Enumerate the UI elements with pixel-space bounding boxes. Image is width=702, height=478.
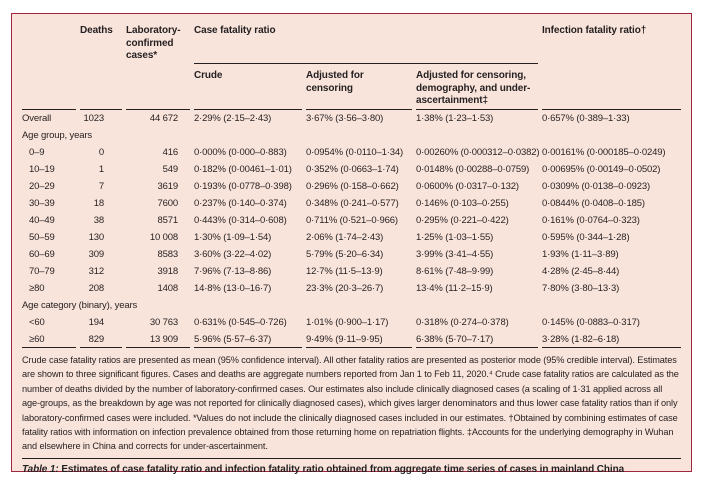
cfr-cdu-value: 1·38% (1·23–1·53) xyxy=(416,113,494,124)
section-label: Age category (binary), years xyxy=(22,300,138,311)
ifr-value: 4·28% (2·45–8·44) xyxy=(542,266,620,277)
cfr-censoring-value: 1·01% (0·900–1·17) xyxy=(306,317,389,328)
deaths-value: 0 xyxy=(98,147,104,158)
ifr-value: 0·657% (0·389–1·33) xyxy=(542,113,630,124)
col-header-ifr: Infection fatality ratio† xyxy=(542,22,681,110)
cases-value: 3619 xyxy=(157,181,178,192)
cfr-cdu-value: 3·99% (3·41–4·55) xyxy=(416,249,494,260)
cases-value: 549 xyxy=(162,164,178,175)
col-header-crude: Crude xyxy=(194,64,302,110)
col-header-cfr-group: Case fatality ratio xyxy=(194,22,538,64)
cfr-cdu-value: 0·0148% (0·00288–0·0759) xyxy=(416,164,530,175)
cfr-crude-value: 7·96% (7·13–8·86) xyxy=(194,266,272,277)
cfr-cdu-value: 8·61% (7·48–9·99) xyxy=(416,266,494,277)
col-header-empty xyxy=(22,22,76,110)
deaths-value: 309 xyxy=(88,249,104,260)
table-caption-label: Table 1: xyxy=(22,463,59,475)
cfr-crude-value: 2·29% (2·15–2·43) xyxy=(194,113,272,124)
table-grid xyxy=(22,22,681,348)
cfr-censoring-value: 3·67% (3·56–3·80) xyxy=(306,113,384,124)
cfr-censoring-value: 0·296% (0·158–0·662) xyxy=(306,181,399,192)
row-label: 10–19 xyxy=(29,164,55,175)
row-label: 70–79 xyxy=(29,266,55,277)
cfr-censoring-value: 5·79% (5·20–6·34) xyxy=(306,249,384,260)
cfr-cdu-value: 0·146% (0·103–0·255) xyxy=(416,198,509,209)
cfr-censoring-value: 23·3% (20·3–26·7) xyxy=(306,283,384,294)
cfr-cdu-value: 1·25% (1·03–1·55) xyxy=(416,232,494,243)
cfr-crude-value: 0·193% (0·0778–0·398) xyxy=(194,181,292,192)
table-caption xyxy=(22,458,681,476)
cases-value: 7600 xyxy=(157,198,178,209)
cfr-censoring-value: 0·711% (0·521–0·966) xyxy=(306,215,398,226)
col-header-adjusted-censoring: Adjusted for censoring xyxy=(306,64,412,110)
row-label: ≥80 xyxy=(29,283,45,294)
cfr-crude-value: 0·237% (0·140–0·374) xyxy=(194,198,287,209)
col-header-lab-cases: Laboratory-confirmed cases* xyxy=(126,22,190,110)
cases-value: 8571 xyxy=(157,215,178,226)
ifr-value: 0·145% (0·0883–0·317) xyxy=(542,317,640,328)
cfr-cdu-value: 6·38% (5·70–7·17) xyxy=(416,331,538,348)
deaths-value: 7 xyxy=(98,181,104,192)
cfr-censoring-value: 0·0954% (0·0110–1·34) xyxy=(306,147,404,158)
cfr-crude-value: 5·96% (5·57–6·37) xyxy=(194,331,302,348)
row-label: <60 xyxy=(29,317,45,328)
row-label: 30–39 xyxy=(29,198,55,209)
ifr-value: 1·93% (1·11–3·89) xyxy=(542,249,619,260)
cases-value: 1408 xyxy=(157,283,178,294)
deaths-value: 130 xyxy=(88,232,104,243)
cfr-crude-value: 0·000% (0·000–0·883) xyxy=(194,147,287,158)
deaths-value: 1 xyxy=(98,164,104,175)
cfr-crude-value: 0·182% (0·00461–1·01) xyxy=(194,164,292,175)
deaths-value: 1023 xyxy=(83,113,104,124)
row-label: 50–59 xyxy=(29,232,55,243)
row-label: Overall xyxy=(22,113,52,124)
section-label: Age group, years xyxy=(22,130,92,141)
ifr-value: 0·00695% (0·00149–0·0502) xyxy=(542,164,661,175)
cfr-censoring-value: 0·352% (0·0663–1·74) xyxy=(306,164,399,175)
col-header-adjusted-cdu: Adjusted for censoring, demography, and under-ascertainment‡ xyxy=(416,64,538,110)
row-label: 0–9 xyxy=(29,147,45,158)
deaths-value: 829 xyxy=(80,331,122,348)
deaths-value: 208 xyxy=(88,283,104,294)
cfr-censoring-value: 12·7% (11·5–13·9) xyxy=(306,266,383,277)
cases-value: 416 xyxy=(162,147,178,158)
cases-value: 8583 xyxy=(157,249,178,260)
cases-value: 10 008 xyxy=(149,232,178,243)
row-label: 60–69 xyxy=(29,249,55,260)
table-panel xyxy=(11,13,692,475)
cases-value: 13 909 xyxy=(126,331,190,348)
ifr-value: 0·595% (0·344–1·28) xyxy=(542,232,630,243)
cfr-cdu-value: 0·00260% (0·000312–0·0382) xyxy=(416,147,540,158)
ifr-value: 3·28% (1·82–6·18) xyxy=(542,331,681,348)
cases-value: 30 763 xyxy=(149,317,178,328)
cfr-censoring-value: 0·348% (0·241–0·577) xyxy=(306,198,399,209)
cfr-cdu-value: 0·295% (0·221–0·422) xyxy=(416,215,509,226)
col-header-deaths: Deaths xyxy=(80,22,122,110)
cfr-cdu-value: 13·4% (11·2–15·9) xyxy=(416,283,493,294)
deaths-value: 38 xyxy=(93,215,104,226)
cfr-censoring-value: 2·06% (1·74–2·43) xyxy=(306,232,384,243)
cases-value: 3918 xyxy=(157,266,178,277)
ifr-value: 0·161% (0·0764–0·323) xyxy=(542,215,640,226)
cfr-censoring-value: 9·49% (9·11–9·95) xyxy=(306,331,412,348)
row-label: 20–29 xyxy=(29,181,55,192)
cfr-cdu-value: 0·318% (0·274–0·378) xyxy=(416,317,509,328)
row-label: 40–49 xyxy=(29,215,55,226)
deaths-value: 312 xyxy=(88,266,104,277)
ifr-value: 0·0844% (0·0408–0·185) xyxy=(542,198,645,209)
deaths-value: 18 xyxy=(93,198,104,209)
cfr-crude-value: 1·30% (1·09–1·54) xyxy=(194,232,272,243)
row-label: ≥60 xyxy=(22,331,76,348)
cfr-crude-value: 3·60% (3·22–4·02) xyxy=(194,249,272,260)
cfr-cdu-value: 0·0600% (0·0317–0·132) xyxy=(416,181,519,192)
cfr-crude-value: 0·443% (0·314–0·608) xyxy=(194,215,287,226)
cases-value: 44 672 xyxy=(149,113,178,124)
ifr-value: 0·0309% (0·0138–0·0923) xyxy=(542,181,650,192)
table-footnote: Crude case fatality ratios are presented as mean (95% confidence interval). All other fatality ratios are presented as posterior mode (95% credible interval). Estimates are shown to three significant figures. Cases and deaths are aggregate numbers reported from Jan 1 to Feb 11, 2020.⁴ Crude case fatality ratios are calculated as the number of deaths divided by the number of laboratory-confirmed cases. Our estimates also include clinically diagnosed cases (a scaling of 1·31 applied across all age-groups, as the breakdown by age was not reported for clinically diagnosed cases), which gives larger denominators and thus lower case fatality ratios than if only laboratory-confirmed cases were included. *Values do not include the clinically diagnosed cases included in our estimates. †Obtained by combining estimates of case fatality ratios with information on infection prevalence obtained from those returning home on repatriation flights. ‡Accounts for the underlying demography in Wuhan and elsewhere in China and corrects for under-ascertainment. xyxy=(22,355,679,452)
deaths-value: 194 xyxy=(88,317,104,328)
cfr-crude-value: 0·631% (0·545–0·726) xyxy=(194,317,287,328)
table-caption-text: Estimates of case fatality ratio and infection fatality ratio obtained from aggregate time series of cases in mainland China xyxy=(61,463,625,475)
ifr-value: 0·00161% (0·000185–0·0249) xyxy=(542,147,666,158)
cfr-crude-value: 14·8% (13·0–16·7) xyxy=(194,283,272,294)
ifr-value: 7·80% (3·80–13·3) xyxy=(542,283,620,294)
